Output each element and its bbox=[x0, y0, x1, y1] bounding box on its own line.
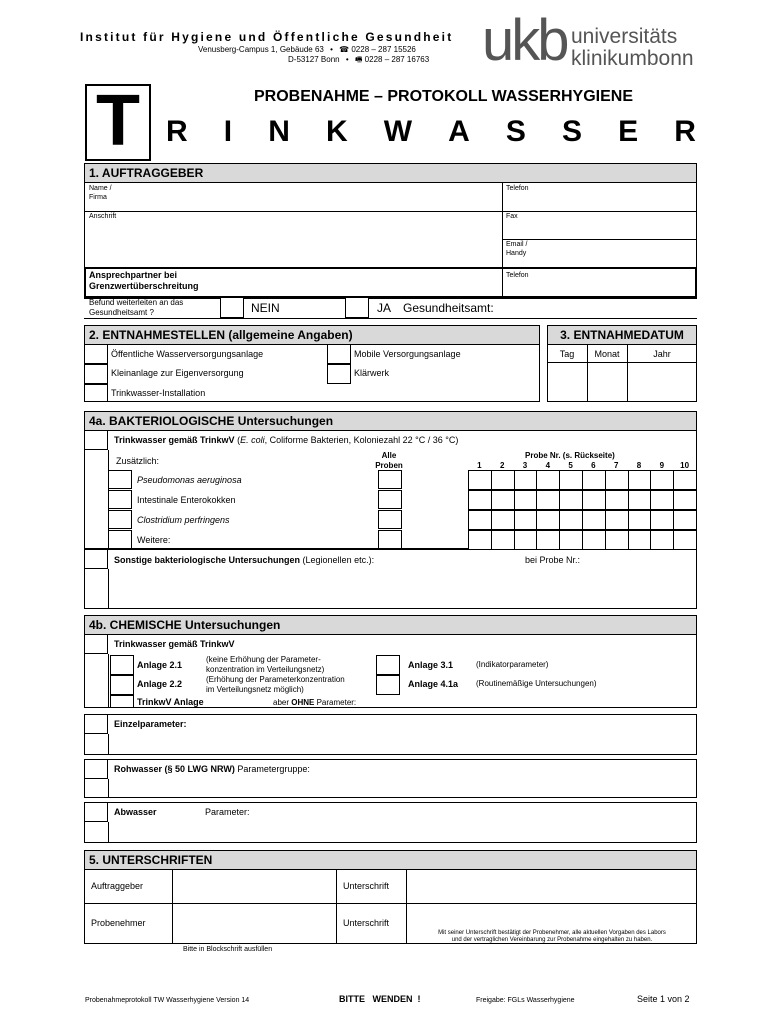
section4a-title: 4a. BAKTERIOLOGISCHE Untersuchungen bbox=[84, 411, 697, 431]
probe-cell[interactable] bbox=[559, 490, 583, 510]
probe-cell[interactable] bbox=[650, 530, 674, 550]
alle-proben-checkbox[interactable] bbox=[378, 530, 402, 549]
trinkwasser-letters bbox=[166, 114, 696, 150]
fax-number: 0228 – 287 16763 bbox=[364, 55, 430, 64]
trinkwasser-letter: A bbox=[448, 115, 470, 148]
sonstige-rest: (Legionellen etc.): bbox=[300, 555, 375, 565]
rohwasser-label bbox=[114, 764, 310, 775]
divider bbox=[84, 318, 697, 319]
sonstige-bold: Sonstige bakteriologische Untersuchungen bbox=[114, 555, 301, 565]
opt3-label: Kleinanlage zur Eigenversorgung bbox=[111, 368, 244, 378]
probe-number: 9 bbox=[659, 461, 665, 470]
probe-cell[interactable] bbox=[673, 470, 697, 490]
probe-cell[interactable] bbox=[628, 510, 652, 530]
alle-proben-checkbox[interactable] bbox=[378, 470, 402, 489]
probe-cell[interactable] bbox=[650, 470, 674, 490]
opt5-label: Trinkwasser-Installation bbox=[111, 388, 206, 398]
monat-label: Monat bbox=[594, 349, 620, 359]
anlage21-label: Anlage 2.1 bbox=[137, 660, 183, 670]
probenehmer-label: Probenehmer bbox=[91, 918, 146, 928]
unterschrift2-label: Unterschrift bbox=[343, 918, 390, 928]
unterschrift1-label: Unterschrift bbox=[343, 881, 390, 891]
fax-label: Fax bbox=[506, 213, 518, 220]
auftraggeber-label: Auftraggeber bbox=[91, 881, 144, 891]
probe-cell[interactable] bbox=[582, 490, 606, 510]
probe-cell[interactable] bbox=[628, 490, 652, 510]
rohwasser-checkbox[interactable] bbox=[84, 759, 108, 779]
probe-cell[interactable] bbox=[582, 530, 606, 550]
telephone-icon: ☎ bbox=[339, 45, 350, 54]
abwasser-checkbox[interactable] bbox=[84, 802, 108, 822]
rohwasser-bold: Rohwasser (§ 50 LWG NRW) bbox=[114, 764, 235, 774]
jahr-label: Jahr bbox=[653, 349, 671, 359]
bakt-row-checkbox[interactable] bbox=[108, 490, 132, 509]
bullet: • bbox=[330, 45, 333, 54]
trinkwasser-letter: K bbox=[325, 115, 348, 148]
anlage22-label: Anlage 2.2 bbox=[137, 679, 183, 689]
sonstige-checkbox[interactable] bbox=[84, 549, 108, 569]
probe-cell[interactable] bbox=[536, 490, 560, 510]
probe-cell[interactable] bbox=[514, 510, 538, 530]
probe-cell[interactable] bbox=[605, 510, 629, 530]
bakt-row-label: Weitere: bbox=[137, 535, 171, 545]
ansprechpartner-label: Ansprechpartner bei Grenzwertüberschreitung bbox=[89, 270, 199, 291]
opt4-label: Klärwerk bbox=[354, 368, 390, 378]
trinkwasser-rest: , Coliforme Bakterien, Koloniezahl 22 °C / 36 °C) bbox=[264, 435, 459, 445]
probe-number: 3 bbox=[522, 461, 528, 470]
trinkwasser-letter: W bbox=[383, 115, 413, 148]
bakt-row-label: Pseudomonas aeruginosa bbox=[137, 475, 242, 485]
einzel-checkbox[interactable] bbox=[84, 714, 108, 734]
logo-ukb-text: ukb bbox=[482, 8, 567, 73]
divider bbox=[108, 779, 109, 798]
section1-title: 1. AUFTRAGGEBER bbox=[84, 163, 697, 183]
name-label: Name / Firma bbox=[89, 185, 112, 201]
probe-cell[interactable] bbox=[582, 510, 606, 530]
anlage41a-checkbox[interactable] bbox=[376, 675, 400, 695]
probe-cell[interactable] bbox=[673, 530, 697, 550]
divider bbox=[108, 822, 109, 843]
section4b-title: 4b. CHEMISCHE Untersuchungen bbox=[84, 615, 697, 635]
auftraggeber-name-input[interactable] bbox=[173, 870, 335, 902]
abwasser-label: Abwasser bbox=[114, 807, 157, 817]
anlage21-desc: (keine Erhöhung der Parameter- konzentration im Verteilungsnetz) bbox=[206, 655, 325, 674]
address-street: Venusberg-Campus 1, Gebäude 63 bbox=[198, 45, 324, 54]
address-city: D-53127 Bonn bbox=[288, 55, 340, 64]
probe-cell[interactable] bbox=[650, 510, 674, 530]
probe-cell[interactable] bbox=[514, 470, 538, 490]
footer-version: Probenahmeprotokoll TW Wasserhygiene Version 14 bbox=[85, 997, 250, 1004]
probe-cell[interactable] bbox=[559, 530, 583, 550]
probe-number: 10 bbox=[680, 461, 690, 470]
zusaetzlich-label: Zusätzlich: bbox=[116, 456, 160, 466]
institute-name: Institut für Hygiene und Öffentliche Gesundheit bbox=[80, 30, 454, 44]
anlage22-checkbox[interactable] bbox=[110, 675, 134, 695]
probe-cell[interactable] bbox=[559, 470, 583, 490]
blockschrift-label: Bitte in Blockschrift ausfüllen bbox=[183, 946, 273, 953]
anlage22-desc: (Erhöhung der Parameterkonzentration im Verteilungsnetz möglich) bbox=[206, 675, 345, 694]
anlage41a-label: Anlage 4.1a bbox=[408, 679, 459, 689]
befund-label: Befund weiterleiten an das Gesundheitsamt ? bbox=[89, 298, 184, 317]
anlage31-label: Anlage 3.1 bbox=[408, 660, 454, 670]
opt4-checkbox[interactable] bbox=[327, 364, 351, 384]
probe-cell[interactable] bbox=[650, 490, 674, 510]
divider bbox=[502, 268, 503, 297]
divider bbox=[502, 239, 697, 240]
telefon2-label: Telefon bbox=[506, 272, 529, 279]
nein-checkbox[interactable] bbox=[220, 298, 244, 318]
footer-bitte-wenden: BITTE WENDEN ! bbox=[339, 994, 421, 1004]
anlage31-checkbox[interactable] bbox=[376, 655, 400, 675]
opt3-checkbox[interactable] bbox=[84, 364, 108, 384]
ohne-parameter-label bbox=[273, 698, 356, 708]
trinkwasser-bakt-label bbox=[114, 435, 458, 446]
footer-freigabe: Freigabe: FGLs Wasserhygiene bbox=[476, 997, 575, 1004]
bakt-row-checkbox[interactable] bbox=[108, 470, 132, 489]
address-line-1 bbox=[198, 45, 416, 55]
bakt-row-checkbox[interactable] bbox=[108, 530, 132, 549]
trinkwasser-letter: R bbox=[166, 115, 188, 148]
jahr-input[interactable] bbox=[628, 363, 696, 401]
bakt-row-checkbox[interactable] bbox=[108, 510, 132, 529]
einzel-label: Einzelparameter: bbox=[114, 719, 187, 729]
probe-number: 5 bbox=[568, 461, 573, 470]
probe-cell[interactable] bbox=[673, 510, 697, 530]
probe-cell[interactable] bbox=[605, 470, 629, 490]
probe-number: 4 bbox=[545, 461, 551, 470]
probenehmer-note: Mit seiner Unterschrift bestätigt der Probenehmer, alle aktuellen Vorgaben des Labors und der vertraglichen Vereinbarung zur Probenahme eingehalten zu haben. bbox=[438, 930, 666, 943]
tag-input[interactable] bbox=[548, 363, 586, 401]
abwasser-frame bbox=[84, 802, 697, 843]
bakt-row-label: Clostridium perfringens bbox=[137, 515, 230, 525]
probe-cell[interactable] bbox=[605, 490, 629, 510]
trinkwasser-chem-label: Trinkwasser gemäß TrinkwV bbox=[114, 639, 235, 649]
probe-cell[interactable] bbox=[491, 490, 515, 510]
anlage21-checkbox[interactable] bbox=[110, 655, 134, 675]
anschrift-label: Anschrift bbox=[89, 213, 117, 220]
rohwasser-rest: Parametergruppe: bbox=[234, 764, 310, 774]
probenehmer-signature-input[interactable] bbox=[407, 904, 696, 932]
ukb-logo bbox=[482, 8, 567, 73]
divider bbox=[108, 569, 109, 609]
probe-number: 2 bbox=[499, 461, 505, 470]
trinkwasser-letter: I bbox=[223, 115, 233, 148]
probe-cell[interactable] bbox=[536, 470, 560, 490]
probenehmer-name-input[interactable] bbox=[173, 904, 335, 943]
ja-checkbox[interactable] bbox=[345, 298, 369, 318]
ecoli: E. coli bbox=[240, 435, 265, 445]
trinkwasser-chem-checkbox[interactable] bbox=[84, 634, 108, 654]
probe-cell[interactable] bbox=[536, 530, 560, 550]
probe-cell[interactable] bbox=[582, 470, 606, 490]
logo-bonn: bonn bbox=[646, 47, 694, 70]
trinkwasser-letter: N bbox=[268, 115, 290, 148]
divider bbox=[108, 654, 109, 708]
probe-cell[interactable] bbox=[468, 510, 492, 530]
telefon-label: Telefon bbox=[506, 185, 529, 192]
abwasser-param-label: Parameter: bbox=[205, 807, 250, 817]
probe-cell[interactable] bbox=[673, 490, 697, 510]
logo-line-2 bbox=[571, 48, 694, 70]
section3-title: 3. ENTNAHMEDATUM bbox=[547, 325, 697, 345]
sonstige-label bbox=[114, 555, 374, 566]
tag-label: Tag bbox=[559, 349, 575, 359]
probe-cell[interactable] bbox=[491, 510, 515, 530]
section5-title: 5. UNTERSCHRIFTEN bbox=[84, 850, 697, 870]
probe-cell[interactable] bbox=[514, 530, 538, 550]
ohne-text: OHNE bbox=[291, 698, 315, 707]
anlage41a-desc: (Routinemäßige Untersuchungen) bbox=[476, 679, 597, 688]
probe-cell[interactable] bbox=[559, 510, 583, 530]
trinkwasser-letter: R bbox=[674, 115, 696, 148]
bei-probe-label: bei Probe Nr.: bbox=[525, 555, 581, 565]
probe-cell[interactable] bbox=[628, 530, 652, 550]
fax-icon: 🖷 bbox=[354, 55, 363, 64]
logo-line-1: universitäts bbox=[571, 25, 678, 48]
opt1-label: Öffentliche Wasserversorgungsanlage bbox=[111, 349, 264, 359]
probe-nr-label: Probe Nr. (s. Rückseite) bbox=[525, 451, 615, 460]
phone-number: 0228 – 287 15526 bbox=[351, 45, 416, 54]
probe-cell[interactable] bbox=[468, 470, 492, 490]
alle-proben-checkbox[interactable] bbox=[378, 490, 402, 509]
opt2-label: Mobile Versorgungsanlage bbox=[354, 349, 461, 359]
opt2-checkbox[interactable] bbox=[327, 344, 351, 364]
parameter-suffix: Parameter: bbox=[314, 698, 357, 707]
nein-label: NEIN bbox=[251, 301, 280, 315]
footer-page: Seite 1 von 2 bbox=[637, 994, 690, 1004]
trinkwv-anlage-label: TrinkwV Anlage bbox=[137, 697, 204, 707]
opt1-checkbox[interactable] bbox=[84, 344, 108, 364]
ja-label: JA bbox=[377, 301, 392, 315]
probe-number: 1 bbox=[477, 461, 482, 470]
opt5-checkbox[interactable] bbox=[84, 384, 108, 402]
probe-number: 6 bbox=[591, 461, 596, 470]
logo-klinikum: klinikum bbox=[571, 47, 647, 70]
probe-number: 7 bbox=[613, 461, 619, 470]
alle-proben-checkbox[interactable] bbox=[378, 510, 402, 529]
probe-cell[interactable] bbox=[536, 510, 560, 530]
trinkwasser-letter: E bbox=[618, 115, 639, 148]
trinkwv-anlage-checkbox[interactable] bbox=[110, 695, 134, 708]
divider bbox=[108, 734, 109, 755]
trinkwasser-bakt-checkbox[interactable] bbox=[84, 430, 108, 450]
trinkwasser-letter: S bbox=[562, 115, 583, 148]
trinkwasser-bold: Trinkwasser gemäß TrinkwV bbox=[114, 435, 235, 445]
bakt-row-label: Intestinale Enterokokken bbox=[137, 495, 236, 505]
section2-title: 2. ENTNAHMESTELLEN (allgemeine Angaben) bbox=[84, 325, 540, 345]
monat-input[interactable] bbox=[588, 363, 626, 401]
probe-cell[interactable] bbox=[628, 470, 652, 490]
probe-cell[interactable] bbox=[491, 470, 515, 490]
divider bbox=[84, 211, 697, 212]
aber-text: aber bbox=[273, 698, 292, 707]
probe-number: 8 bbox=[636, 461, 642, 470]
gesundheitsamt-label: Gesundheitsamt: bbox=[403, 301, 494, 315]
paren: ( bbox=[234, 435, 241, 445]
divider bbox=[336, 869, 337, 944]
auftraggeber-signature-input[interactable] bbox=[407, 870, 696, 902]
trinkwasser-letter: S bbox=[505, 115, 526, 148]
probe-cell[interactable] bbox=[468, 490, 492, 510]
probe-cell[interactable] bbox=[491, 530, 515, 550]
address-line-2 bbox=[288, 55, 429, 65]
alle-proben-label: Alle Proben bbox=[375, 451, 403, 470]
probe-cell[interactable] bbox=[514, 490, 538, 510]
probe-cell[interactable] bbox=[468, 530, 492, 550]
form-title: PROBENAHME – PROTOKOLL WASSERHYGIENE bbox=[254, 88, 634, 105]
email-label: Email / Handy bbox=[506, 241, 528, 257]
anlage31-desc: (Indikatorparameter) bbox=[476, 660, 549, 669]
bullet: • bbox=[345, 55, 349, 64]
big-letter: T bbox=[96, 81, 140, 161]
probe-cell[interactable] bbox=[605, 530, 629, 550]
